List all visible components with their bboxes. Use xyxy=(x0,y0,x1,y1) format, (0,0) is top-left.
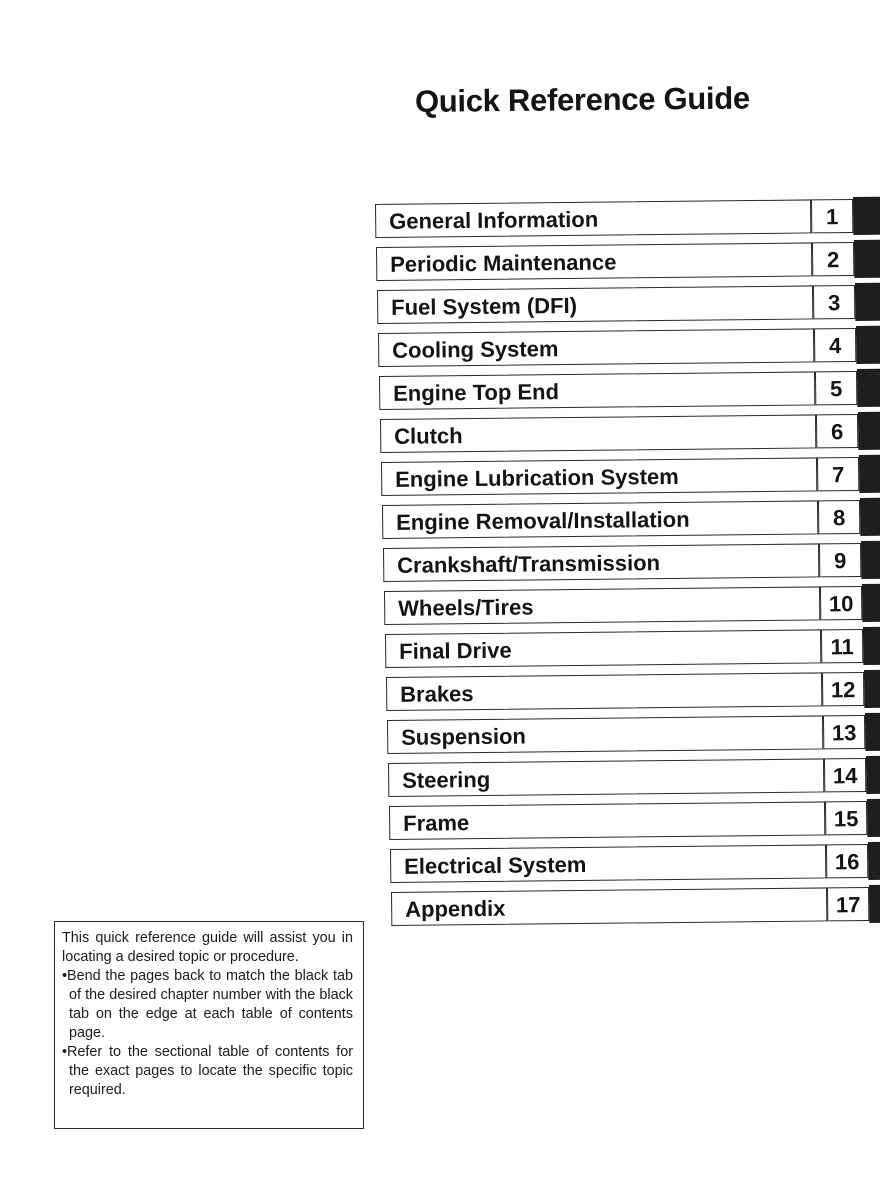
chapter-name[interactable]: Electrical System xyxy=(390,844,826,883)
chapter-number[interactable]: 5 xyxy=(815,371,857,405)
chapter-number[interactable]: 1 xyxy=(811,199,853,233)
black-tab xyxy=(853,197,880,235)
chapter-name[interactable]: Frame xyxy=(389,801,825,840)
chapter-name[interactable]: Crankshaft/Transmission xyxy=(383,543,819,582)
black-tab xyxy=(856,326,880,364)
chapter-number[interactable]: 13 xyxy=(823,715,865,749)
black-tab xyxy=(868,842,880,880)
black-tab xyxy=(863,627,880,665)
black-tab xyxy=(858,412,880,450)
black-tab xyxy=(855,283,880,321)
chapter-name[interactable]: Fuel System (DFI) xyxy=(377,285,813,324)
instruction-note xyxy=(54,921,364,1129)
note-bullet-bend-pages: •Bend the pages back to match the black tab of the desired chapter number with the black tab on the edge at each table of contents page. xyxy=(62,968,353,1041)
chapter-number[interactable]: 17 xyxy=(827,887,869,921)
chapter-number[interactable]: 15 xyxy=(825,801,867,835)
chapter-name[interactable]: Appendix xyxy=(391,887,827,926)
chapter-name[interactable]: Final Drive xyxy=(385,629,821,668)
chapter-number[interactable]: 6 xyxy=(816,414,858,448)
chapter-name[interactable]: Periodic Maintenance xyxy=(376,242,812,281)
chapter-name[interactable]: Engine Removal/Installation xyxy=(382,500,818,539)
black-tab xyxy=(854,240,880,278)
chapter-number[interactable]: 9 xyxy=(819,543,861,577)
chapter-name[interactable]: General Information xyxy=(375,199,811,238)
note-intro: This quick reference guide will assist you in locating a desired topic or procedure. xyxy=(62,930,353,965)
black-tab xyxy=(860,498,880,536)
chapter-number[interactable]: 12 xyxy=(822,672,864,706)
black-tab xyxy=(864,670,880,708)
chapter-number[interactable]: 14 xyxy=(824,758,866,792)
chapter-name[interactable]: Brakes xyxy=(386,672,822,711)
chapter-name[interactable]: Wheels/Tires xyxy=(384,586,820,625)
chapter-number[interactable]: 3 xyxy=(813,285,855,319)
chapter-number[interactable]: 2 xyxy=(812,242,854,276)
chapter-number[interactable]: 10 xyxy=(820,586,862,620)
note-bullet-refer-toc: •Refer to the sectional table of contents for the exact pages to locate the specific topic required. xyxy=(62,1044,353,1098)
chapter-number[interactable]: 7 xyxy=(817,457,859,491)
black-tab xyxy=(861,541,880,579)
chapter-name[interactable]: Engine Top End xyxy=(379,371,815,410)
chapter-number[interactable]: 11 xyxy=(821,629,863,663)
black-tab xyxy=(865,713,880,751)
chapter-name[interactable]: Steering xyxy=(388,758,824,797)
chapter-number[interactable]: 8 xyxy=(818,500,860,534)
black-tab xyxy=(867,799,880,837)
black-tab xyxy=(859,455,880,493)
page-title: Quick Reference Guide xyxy=(414,80,750,119)
black-tab xyxy=(869,885,880,923)
black-tab xyxy=(857,369,880,407)
chapter-number[interactable]: 16 xyxy=(826,844,868,878)
black-tab xyxy=(866,756,880,794)
black-tab xyxy=(862,584,880,622)
chapter-name[interactable]: Clutch xyxy=(380,414,816,453)
chapter-name[interactable]: Cooling System xyxy=(378,328,814,367)
chapter-name[interactable]: Suspension xyxy=(387,715,823,754)
chapter-number[interactable]: 4 xyxy=(814,328,856,362)
chapter-name[interactable]: Engine Lubrication System xyxy=(381,457,817,496)
